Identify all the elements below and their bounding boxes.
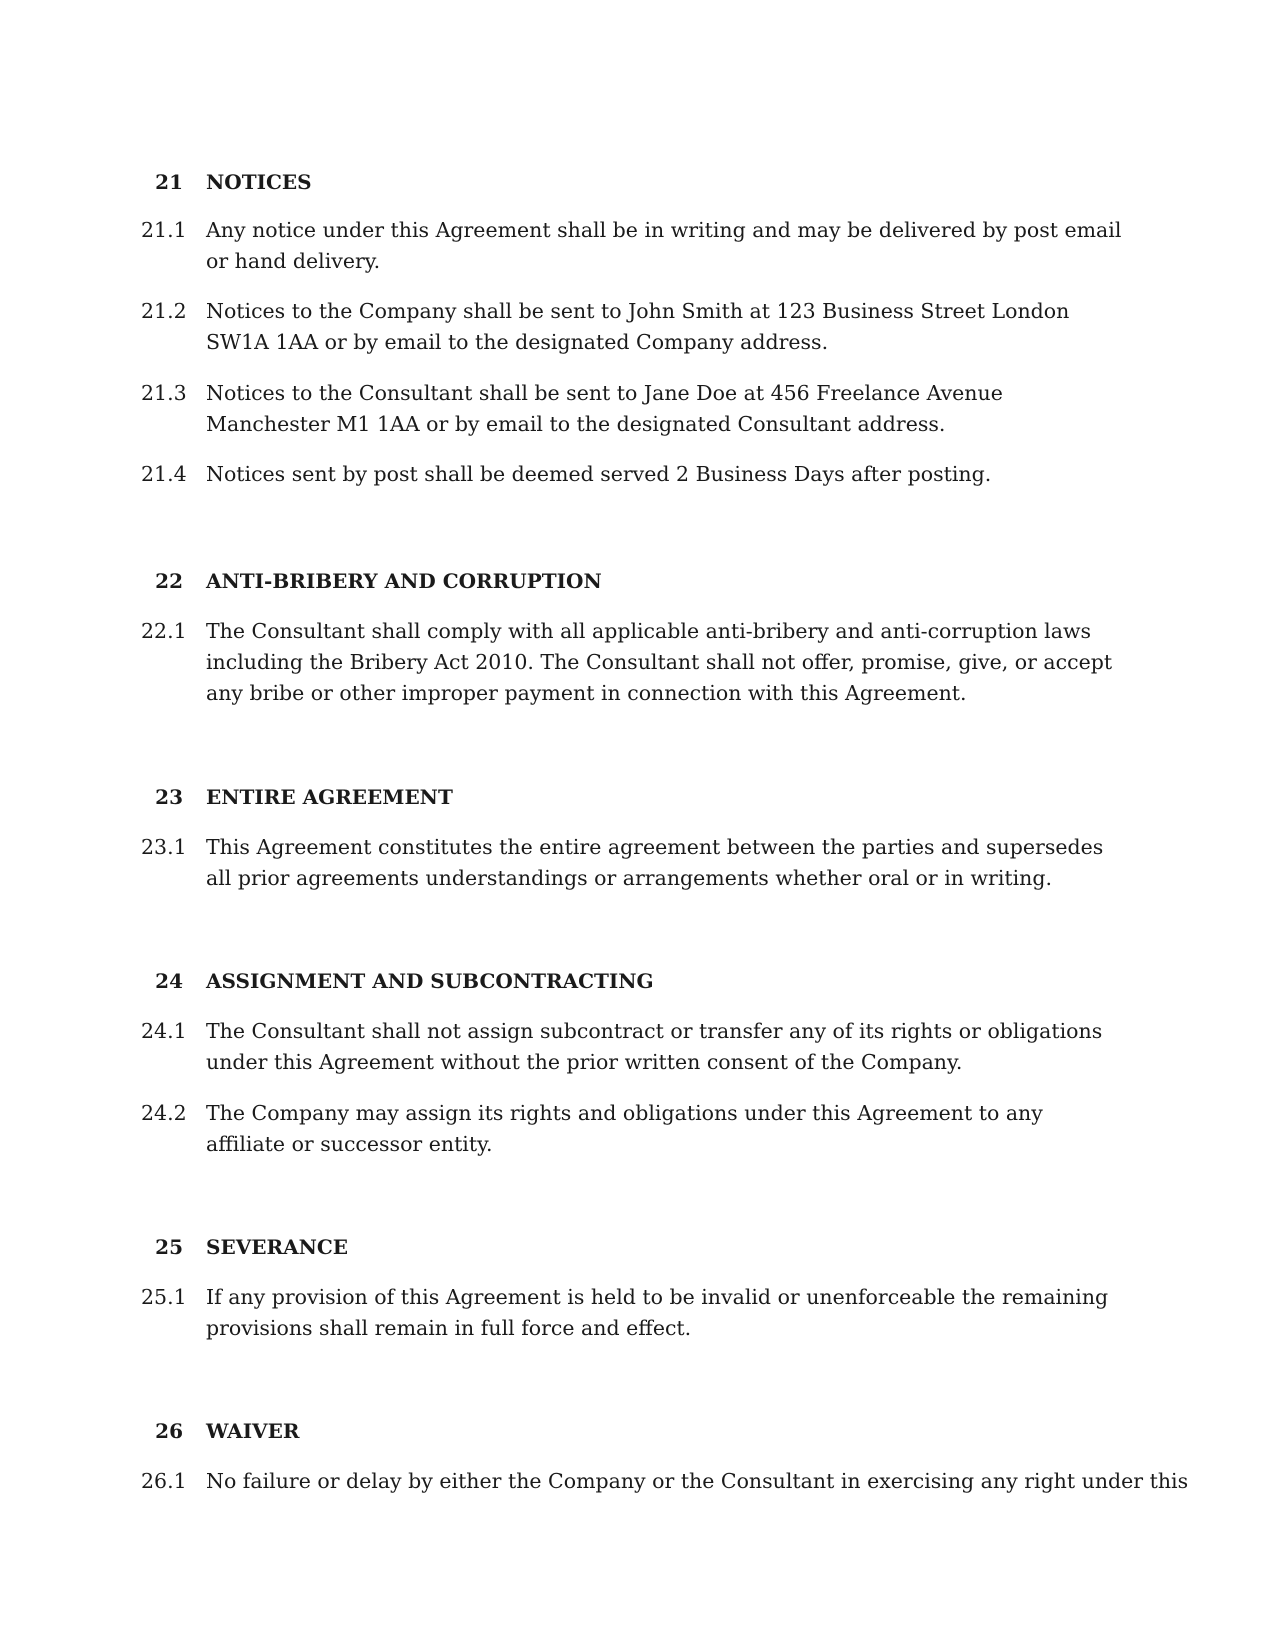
clause-number: 21.4 — [141, 462, 187, 486]
section-title: SEVERANCE — [206, 1235, 349, 1259]
section-number: 25 — [155, 1235, 183, 1259]
clause-text: The Company may assign its rights and obligations under this Agreement to any affiliate or successor entity. — [206, 1101, 1043, 1156]
section-title: NOTICES — [206, 170, 312, 194]
clause-text: Notices sent by post shall be deemed served 2 Business Days after posting. — [206, 462, 992, 486]
section-heading — [0, 1416, 1275, 1446]
section-anti-bribery — [0, 566, 1275, 596]
section-number: 23 — [155, 785, 183, 809]
clause-26-1 — [0, 1466, 1275, 1497]
section-heading — [0, 782, 1275, 812]
clause-text: This Agreement constitutes the entire agreement between the parties and supersedes all prior agreements understandings or arrangements whether oral or in writing. — [206, 835, 1104, 890]
section-heading — [0, 566, 1275, 596]
clause-text: Any notice under this Agreement shall be in writing and may be delivered by post email or hand delivery. — [206, 218, 1122, 273]
clause-number: 24.2 — [141, 1101, 187, 1125]
clause-24-2 — [0, 1098, 1275, 1160]
clause-text: If any provision of this Agreement is held to be invalid or unenforceable the remaining provisions shall remain in full force and effect. — [206, 1285, 1109, 1340]
section-assignment — [0, 966, 1275, 996]
section-title: ANTI-BRIBERY AND CORRUPTION — [206, 569, 602, 593]
section-number: 21 — [155, 170, 183, 194]
section-title: ASSIGNMENT AND SUBCONTRACTING — [206, 969, 654, 993]
clause-text: Notices to the Company shall be sent to John Smith at 123 Business Street London SW1A 1AA or by email to the designated Company address. — [206, 299, 1070, 354]
clause-text: Notices to the Consultant shall be sent to Jane Doe at 456 Freelance Avenue Manchester M1 1AA or by email to the designated Consultant address. — [206, 381, 1003, 436]
section-number: 22 — [155, 569, 183, 593]
section-entire-agreement — [0, 782, 1275, 812]
section-heading — [0, 1232, 1275, 1262]
clause-number: 21.3 — [141, 381, 187, 405]
clause-21-2 — [0, 296, 1275, 358]
section-heading — [0, 966, 1275, 996]
clause-23-1 — [0, 832, 1275, 894]
clause-number: 21.1 — [141, 218, 187, 242]
clause-22-1 — [0, 616, 1275, 709]
clause-number: 22.1 — [141, 619, 187, 643]
clause-21-3 — [0, 378, 1275, 440]
section-severance — [0, 1232, 1275, 1262]
clause-21-4 — [0, 459, 1275, 490]
section-notices — [0, 167, 1275, 197]
clause-number: 24.1 — [141, 1019, 187, 1043]
clause-text: The Consultant shall not assign subcontract or transfer any of its rights or obligations under this Agreement without the prior written consent of the Company. — [206, 1019, 1103, 1074]
section-heading — [0, 167, 1275, 197]
section-number: 26 — [155, 1419, 183, 1443]
clause-text: The Consultant shall comply with all applicable anti-bribery and anti-corruption laws including the Bribery Act 2010. The Consultant shall not offer, promise, give, or accept any bribe or other improper payment in connection with this Agreement. — [206, 619, 1113, 705]
clause-number: 26.1 — [141, 1469, 187, 1493]
clause-25-1 — [0, 1282, 1275, 1344]
clause-24-1 — [0, 1016, 1275, 1078]
clause-number: 25.1 — [141, 1285, 187, 1309]
clause-number: 21.2 — [141, 299, 187, 323]
clause-21-1 — [0, 215, 1275, 277]
section-number: 24 — [155, 969, 183, 993]
clause-text: No failure or delay by either the Company or the Consultant in exercising any right under this — [206, 1469, 1189, 1493]
clause-number: 23.1 — [141, 835, 187, 859]
section-waiver — [0, 1416, 1275, 1446]
section-title: WAIVER — [206, 1419, 300, 1443]
section-title: ENTIRE AGREEMENT — [206, 785, 453, 809]
